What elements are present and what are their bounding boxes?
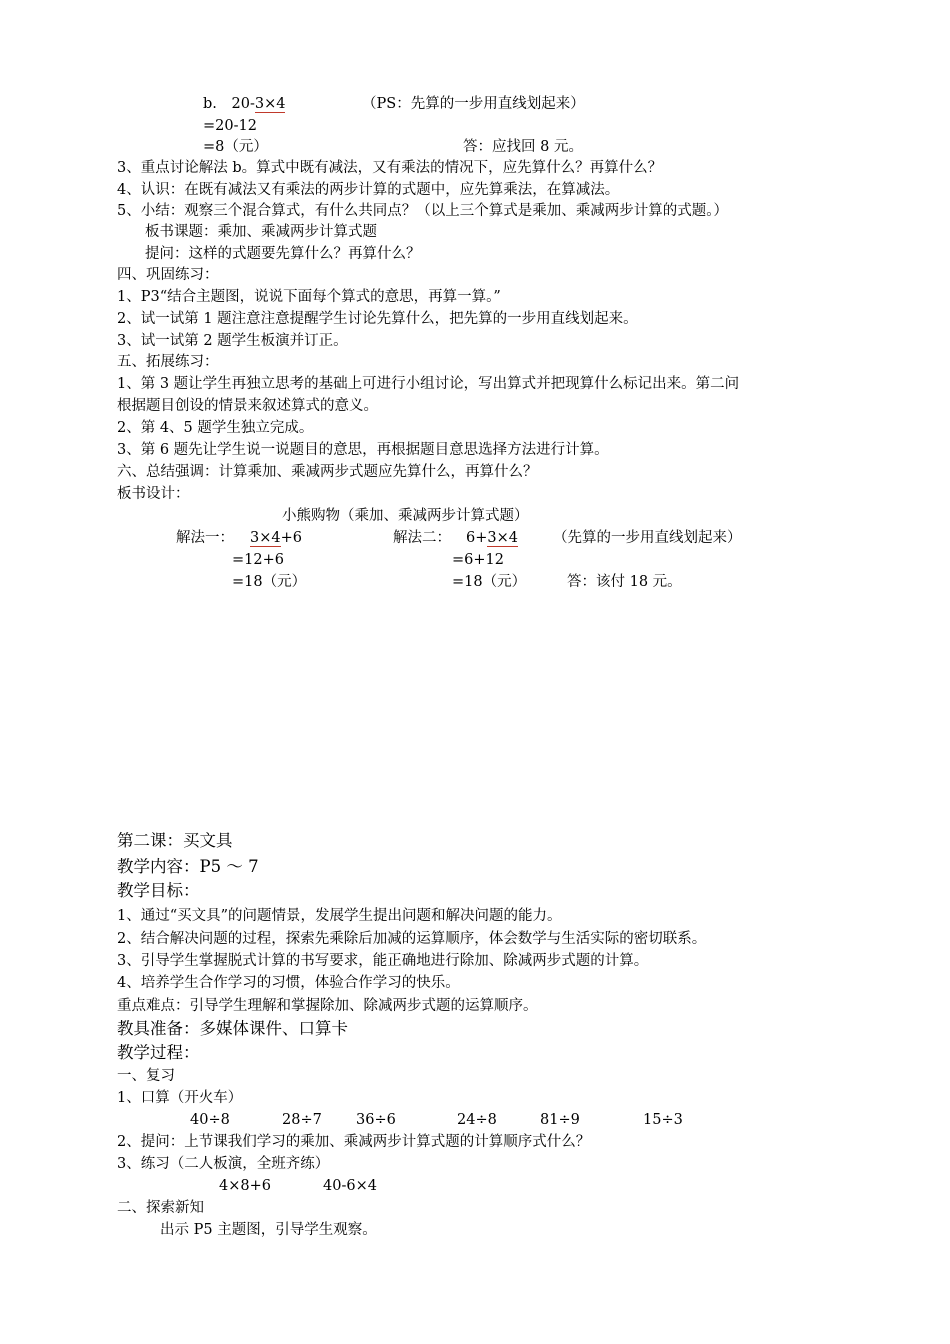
- item-4-understanding: 4、认识：在既有减法又有乘法的两步计算的式题中，应先算乘法，在算减法。: [117, 182, 620, 198]
- lesson-2-content: 教学内容：P5 ～ 7: [117, 857, 259, 876]
- section-4-item-2: 2、试一试第 1 题注意注意提醒学生讨论先算什么，把先算的一步用直线划起来。: [117, 311, 638, 327]
- lesson-2-goal-4: 4、培养学生合作学习的习惯，体验合作学习的快乐。: [117, 975, 460, 991]
- board-solution-2-step-2: =18（元）: [452, 574, 527, 590]
- section-5-item-2: 2、第 4、5 题学生独立完成。: [117, 420, 314, 436]
- section-4-item-1: 1、P3“结合主题图，说说下面每个算式的意思，再算一算。”: [117, 289, 501, 305]
- board-solution-2-underlined: 3×4: [487, 530, 518, 546]
- oral-calc-item: 36÷6: [356, 1112, 396, 1128]
- lesson-2-process-heading: 教学过程：: [117, 1043, 200, 1062]
- board-solution-1-step-1: =12+6: [232, 552, 284, 568]
- lesson-2-goals-heading: 教学目标：: [117, 881, 200, 900]
- board-solution-2-step-1: =6+12: [452, 552, 504, 568]
- board-design-label: 板书设计：: [117, 486, 190, 502]
- practice-item: 40-6×4: [323, 1178, 377, 1194]
- solution-b-label: b.: [203, 96, 217, 112]
- board-solution-1-expression: [250, 528, 302, 548]
- board-design-title: 小熊购物（乘加、乘减两步计算式题）: [282, 508, 529, 524]
- board-answer: 答：该付 18 元。: [567, 574, 682, 590]
- question-line: 提问：这样的式题要先算什么？再算什么？: [145, 246, 421, 262]
- section-5-item-1-line-1: 1、第 3 题让学生再独立思考的基础上可进行小组讨论，写出算式并把现算什么标记出来。第二问: [117, 376, 740, 392]
- lesson-2-title: 第二课：买文具: [117, 831, 233, 850]
- solution-b-step1: =20-12: [203, 118, 257, 134]
- board-solution-2-note: （先算的一步用直线划起来）: [553, 530, 742, 546]
- board-solution-1-step-2: =18（元）: [232, 574, 307, 590]
- section-6-heading: 六、总结强调：计算乘加、乘减两步式题应先算什么，再算什么？: [117, 464, 538, 480]
- oral-calc-item: 24÷8: [457, 1112, 497, 1128]
- section-4-item-3: 3、试一试第 2 题学生板演并订正。: [117, 333, 348, 349]
- practice-item: 4×8+6: [219, 1178, 271, 1194]
- solution-b-note: （PS：先算的一步用直线划起来）: [362, 96, 585, 112]
- board-solution-2-pre: 6+: [466, 530, 488, 546]
- item-3-discussion: 3、重点讨论解法 b。算式中既有减法，又有乘法的情况下，应先算什么？再算什么？: [117, 160, 663, 176]
- board-solution-1-underlined: 3×4: [250, 530, 281, 546]
- review-heading: 一、复习: [117, 1068, 175, 1084]
- explore-item: 出示 P5 主题图，引导学生观察。: [160, 1222, 377, 1238]
- section-4-heading: 四、巩固练习：: [117, 267, 219, 283]
- lesson-2-key-points: 重点难点：引导学生理解和掌握除加、除减两步式题的运算顺序。: [117, 998, 538, 1014]
- solution-b-answer: 答：应找回 8 元。: [463, 139, 583, 155]
- review-question: 2、提问：上节课我们学习的乘加、乘减两步计算式题的计算顺序式什么？: [117, 1134, 591, 1150]
- oral-calc-item: 28÷7: [282, 1112, 322, 1128]
- oral-calc-item: 40÷8: [190, 1112, 230, 1128]
- oral-calc-heading: 1、口算（开火车）: [117, 1090, 243, 1106]
- solution-b-step2: =8（元）: [203, 139, 268, 155]
- practice-heading: 3、练习（二人板演，全班齐练）: [117, 1156, 330, 1172]
- lesson-2-goal-2: 2、结合解决问题的过程，探索先乘除后加减的运算顺序，体会数学与生活实际的密切联系。: [117, 931, 707, 947]
- board-solution-1-label: 解法一：: [176, 530, 234, 546]
- oral-calc-item: 15÷3: [643, 1112, 683, 1128]
- board-topic: 板书课题：乘加、乘减两步计算式题: [145, 224, 377, 240]
- board-solution-2-expression: [466, 528, 518, 548]
- board-solution-2-label: 解法二：: [393, 530, 451, 546]
- lesson-2-goal-1: 1、通过“买文具”的问题情景，发展学生提出问题和解决问题的能力。: [117, 908, 562, 924]
- oral-calc-item: 81÷9: [540, 1112, 580, 1128]
- lesson-2-goal-3: 3、引导学生掌握脱式计算的书写要求，能正确地进行除加、除减两步式题的计算。: [117, 953, 649, 969]
- solution-b-expr-underlined: 3×4: [254, 96, 286, 112]
- solution-b-expr-pre: 20-: [231, 96, 255, 112]
- explore-heading: 二、探索新知: [117, 1200, 204, 1216]
- section-5-heading: 五、拓展练习：: [117, 354, 219, 370]
- item-5-summary: 5、小结：观察三个混合算式，有什么共同点？（以上三个算式是乘加、乘减两步计算的式题。）: [117, 203, 728, 219]
- solution-b-expression: [203, 94, 285, 114]
- section-5-item-1-line-2: 根据题目创设的情景来叙述算式的意义。: [117, 398, 378, 414]
- section-5-item-3: 3、第 6 题先让学生说一说题目的意思，再根据题目意思选择方法进行计算。: [117, 442, 609, 458]
- board-solution-1-rest: +6: [280, 530, 302, 546]
- lesson-2-materials: 教具准备：多媒体课件、口算卡: [117, 1019, 348, 1038]
